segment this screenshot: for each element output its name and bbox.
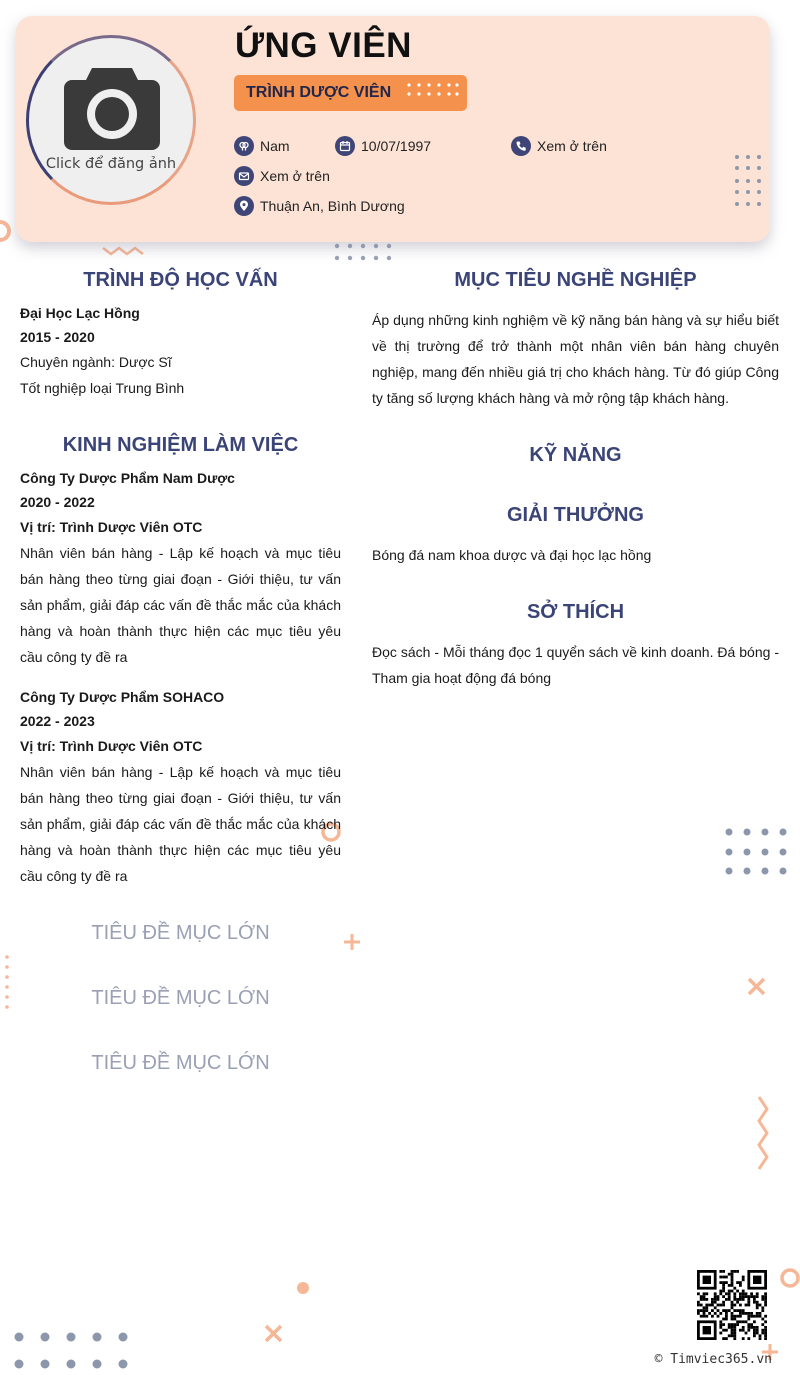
experience-description: Nhân viên bán hàng - Lập kế hoạch và mục tiêu bán hàng theo từng giai đoạn - Giới thiệu, tư vấn sản phẩm, giải đáp các vấn đề thắc mắc của khách hàng và hoàn thành thực hiện các mục tiêu yêu cầu công ty đề ra bbox=[20, 764, 341, 884]
job-title: TRÌNH DƯỢC VIÊN bbox=[246, 84, 392, 101]
job-title-badge bbox=[234, 75, 467, 111]
email-value: Xem ở trên bbox=[260, 168, 330, 184]
education-major: Chuyên ngành: Dược Sĩ bbox=[20, 354, 172, 370]
camera-icon bbox=[62, 64, 162, 150]
experience-description: Nhân viên bán hàng - Lập kế hoạch và mục tiêu bán hàng theo từng giai đoạn - Giới thiệu, tư vấn sản phẩm, giải đáp các vấn đề thắc mắc của khách hàng và hoàn thành thực hiện các mục tiêu yêu cầu công ty đề ra bbox=[20, 545, 341, 665]
avatar-caption: Click để đăng ảnh bbox=[45, 156, 177, 172]
gender-value: Nam bbox=[260, 138, 290, 154]
experience-company: Công Ty Dược Phẩm Nam Dược bbox=[20, 470, 235, 486]
phone-icon bbox=[511, 136, 531, 156]
placeholder-heading: TIÊU ĐỀ MỤC LỚN bbox=[91, 922, 270, 944]
birthday-field bbox=[335, 136, 431, 156]
gender-field bbox=[234, 136, 290, 156]
skills-heading: KỸ NĂNG bbox=[529, 444, 622, 466]
education-heading: TRÌNH ĐỘ HỌC VẤN bbox=[83, 269, 278, 291]
address-value: Thuận An, Bình Dương bbox=[260, 198, 405, 214]
decorative-dots bbox=[406, 82, 460, 104]
email-field bbox=[234, 166, 330, 186]
candidate-name: ỨNG VIÊN bbox=[235, 26, 412, 65]
calendar-icon bbox=[335, 136, 355, 156]
email-icon bbox=[234, 166, 254, 186]
hobbies-text: Đọc sách - Mỗi tháng đọc 1 quyển sách về kinh doanh. Đá bóng - Tham gia hoạt động đá bóng bbox=[372, 644, 779, 686]
education-school: Đại Học Lạc Hồng bbox=[20, 305, 140, 321]
awards-heading: GIẢI THƯỞNG bbox=[507, 504, 644, 526]
education-period: 2015 - 2020 bbox=[20, 329, 95, 345]
phone-value: Xem ở trên bbox=[537, 138, 607, 154]
footer-credit: © Timviec365.vn bbox=[654, 1352, 772, 1367]
experience-heading: KINH NGHIỆM LÀM VIỆC bbox=[62, 434, 299, 456]
experience-period: 2020 - 2022 bbox=[20, 494, 95, 510]
education-grade: Tốt nghiệp loại Trung Bình bbox=[20, 380, 185, 396]
placeholder-heading: TIÊU ĐỀ MỤC LỚN bbox=[91, 987, 270, 1009]
objective-heading: MỤC TIÊU NGHỀ NGHIỆP bbox=[454, 269, 697, 291]
avatar-upload[interactable] bbox=[26, 35, 196, 205]
experience-position: Vị trí: Trình Dược Viên OTC bbox=[20, 738, 203, 754]
decorative-dots bbox=[733, 153, 763, 209]
hobbies-heading: SỞ THÍCH bbox=[526, 601, 625, 623]
address-field bbox=[234, 196, 405, 216]
experience-period: 2022 - 2023 bbox=[20, 713, 95, 729]
awards-text: Bóng đá nam khoa dược và đại học lạc hồng bbox=[372, 547, 652, 563]
experience-company: Công Ty Dược Phẩm SOHACO bbox=[20, 689, 225, 705]
gender-icon bbox=[234, 136, 254, 156]
location-pin-icon bbox=[234, 196, 254, 216]
birthday-value: 10/07/1997 bbox=[361, 138, 432, 154]
placeholder-heading: TIÊU ĐỀ MỤC LỚN bbox=[91, 1052, 270, 1074]
phone-field bbox=[511, 136, 607, 156]
qr-code bbox=[697, 1270, 767, 1340]
objective-text: Áp dụng những kinh nghiệm về kỹ năng bán hàng và sự hiểu biết về thị trường để trở thành một nhân viên bán hàng chuyên nghiệp, mang đến nhiều giá trị cho khách hàng. Từ đó giúp Công ty tăng số lượng khách hàng và mở rộng tập khách hàng. bbox=[372, 312, 779, 406]
experience-position: Vị trí: Trình Dược Viên OTC bbox=[20, 519, 203, 535]
